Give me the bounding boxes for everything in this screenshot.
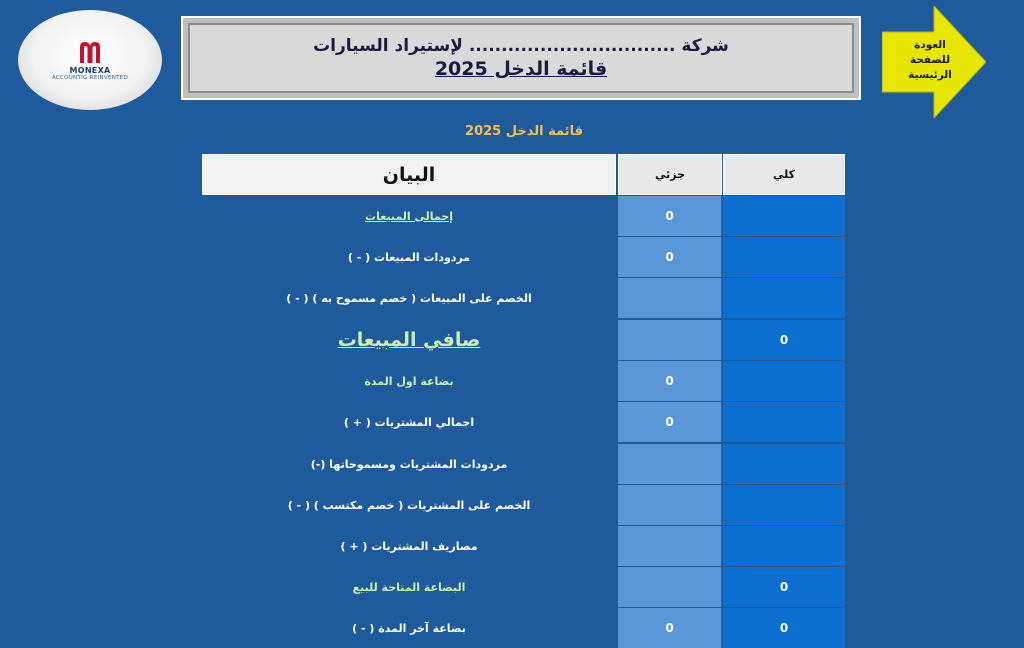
company-title: شركة ................................ لإستيراد السيارات (313, 36, 729, 56)
total-cell[interactable]: 0 (723, 608, 845, 648)
back-label-line2: للصفحة (909, 54, 951, 66)
table-row (202, 237, 845, 277)
table-row (202, 444, 845, 484)
table-row (202, 608, 845, 648)
partial-cell[interactable]: 0 (618, 402, 722, 442)
back-label-line1: العودة (914, 39, 946, 51)
row-label: اجمالي المشتريات ( + ) (343, 415, 475, 429)
back-to-home-button[interactable] (882, 6, 986, 118)
row-label: مصاريف المشتريات ( + ) (340, 539, 478, 553)
monexa-logo-icon (77, 39, 103, 65)
partial-cell[interactable] (618, 526, 722, 566)
row-label: بضاعة اول المدة (364, 374, 454, 388)
row-label: بضاعة آخر المدة ( - ) (352, 621, 466, 635)
logo-name: MONEXA (69, 66, 111, 75)
partial-cell[interactable]: 0 (618, 361, 722, 401)
partial-cell[interactable] (618, 278, 722, 318)
partial-cell[interactable] (618, 567, 722, 607)
column-header-total: كلي (723, 154, 845, 195)
statement-subtitle: قائمة الدخل 2025 (465, 124, 583, 139)
row-label: مردودات المبيعات ( - ) (347, 250, 471, 264)
partial-cell[interactable] (618, 320, 722, 360)
partial-cell[interactable] (618, 485, 722, 525)
table-row (202, 320, 845, 360)
total-cell[interactable] (723, 485, 845, 525)
total-cell[interactable]: 0 (723, 567, 845, 607)
total-cell[interactable]: 0 (723, 320, 845, 360)
table-row (202, 402, 845, 442)
title-box (181, 16, 861, 100)
row-label: مردودات المشتريات ومسموحاتها (-) (310, 457, 508, 471)
statement-title: قائمة الدخل 2025 (434, 58, 608, 80)
column-header-partial: جزئي (618, 154, 722, 195)
back-button-label (896, 38, 964, 83)
partial-cell[interactable]: 0 (618, 237, 722, 277)
total-cell[interactable] (723, 196, 845, 236)
total-cell[interactable] (723, 444, 845, 484)
logo-tagline: ACCOUNTIG REINVENTED (51, 75, 129, 81)
total-cell[interactable] (723, 526, 845, 566)
partial-cell[interactable] (618, 444, 722, 484)
table-row (202, 567, 845, 607)
table-row (202, 196, 845, 236)
row-label: الخصم على المشتريات ( خصم مكتسب ) ( - ) (287, 498, 531, 512)
total-cell[interactable] (723, 361, 845, 401)
row-label: إجمالى المبيعات (365, 209, 453, 223)
total-cell[interactable] (723, 402, 845, 442)
row-label: البضاعة المتاحة للبيع (352, 580, 466, 594)
row-label: الخصم على المبيعات ( خصم مسموح به ) ( - ) (286, 291, 532, 305)
table-row (202, 361, 845, 401)
partial-cell[interactable]: 0 (618, 608, 722, 648)
total-cell[interactable] (723, 278, 845, 318)
total-cell[interactable] (723, 237, 845, 277)
back-label-line3: الرئيسية (908, 69, 952, 81)
table-row (202, 485, 845, 525)
table-row (202, 278, 845, 318)
row-label: صافي المبيعات (337, 329, 481, 351)
partial-cell[interactable]: 0 (618, 196, 722, 236)
column-header-description: البيان (202, 154, 616, 195)
company-logo (18, 10, 162, 110)
table-row (202, 526, 845, 566)
